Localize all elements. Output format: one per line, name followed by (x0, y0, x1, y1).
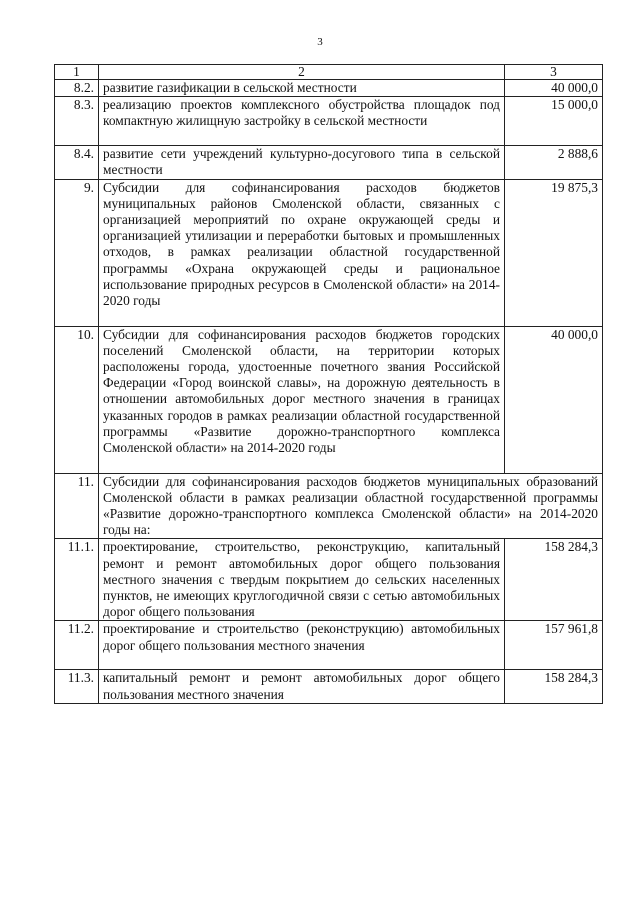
table-header-row (55, 65, 603, 80)
item-amount: 157 961,8 (505, 621, 603, 670)
column-header: 2 (99, 65, 505, 80)
item-description: Субсидии для софинансирования расходов бюджетов муниципальных образований Смоленской области в рамках реализации областной государственной программы «Развитие дорожно-транспортного комплекса Смоленской области» на 2014-2020 годы на: (99, 473, 603, 539)
item-amount: 2 888,6 (505, 146, 603, 179)
item-description: Субсидии для софинансирования расходов бюджетов муниципальных районов Смоленской области, связанных с организацией мероприятий по охране окружающей среды и организацией утилизации и переработки бытовых и промышленных отходов, в рамках реализации областной государственной программы «Охрана окружающей среды и рациональное использование природных ресурсов в Смоленской области» на 2014-2020 годы (99, 179, 505, 326)
item-description: проектирование и строительство (реконструкцию) автомобильных дорог общего пользования местного значения (99, 621, 505, 670)
item-description: развитие сети учреждений культурно-досугового типа в сельской местности (99, 146, 505, 179)
item-number: 11.1. (55, 539, 99, 621)
table-row (55, 539, 603, 621)
table-row (55, 621, 603, 670)
item-amount: 40 000,0 (505, 326, 603, 473)
item-number: 8.2. (55, 80, 99, 97)
item-description: реализацию проектов комплексного обустройства площадок под компактную жилищную застройку в сельской местности (99, 97, 505, 146)
item-amount: 15 000,0 (505, 97, 603, 146)
table-row (55, 473, 603, 539)
item-number: 11.3. (55, 670, 99, 703)
column-header: 1 (55, 65, 99, 80)
table-row (55, 326, 603, 473)
table-row (55, 146, 603, 179)
item-description: развитие газификации в сельской местности (99, 80, 505, 97)
budget-table (54, 64, 603, 704)
item-number: 9. (55, 179, 99, 326)
item-number: 10. (55, 326, 99, 473)
item-amount: 158 284,3 (505, 670, 603, 703)
table-row (55, 80, 603, 97)
item-description: проектирование, строительство, реконструкцию, капитальный ремонт и ремонт автомобильных дорог общего пользования местного значения с твердым покрытием до сельских населенных пунктов, не имеющих круглогодичной связи с сетью автомобильных дорог общего пользования (99, 539, 505, 621)
table-row (55, 97, 603, 146)
table-row (55, 179, 603, 326)
page-number: 3 (317, 36, 323, 48)
item-number: 11. (55, 473, 99, 539)
item-number: 8.3. (55, 97, 99, 146)
item-number: 11.2. (55, 621, 99, 670)
column-header: 3 (505, 65, 603, 80)
item-amount: 40 000,0 (505, 80, 603, 97)
item-amount: 158 284,3 (505, 539, 603, 621)
table-row (55, 670, 603, 703)
item-description: капитальный ремонт и ремонт автомобильных дорог общего пользования местного значения (99, 670, 505, 703)
item-amount: 19 875,3 (505, 179, 603, 326)
item-number: 8.4. (55, 146, 99, 179)
item-description: Субсидии для софинансирования расходов бюджетов городских поселений Смоленской области, на территории которых расположены города, удостоенные почетного звания Российской Федерации «Город воинской славы», на дорожную деятельность в отношении автомобильных дорог местного значения в границах указанных городов в рамках реализации областной государственной программы «Развитие дорожно-транспортного комплекса Смоленской области» на 2014-2020 годы (99, 326, 505, 473)
